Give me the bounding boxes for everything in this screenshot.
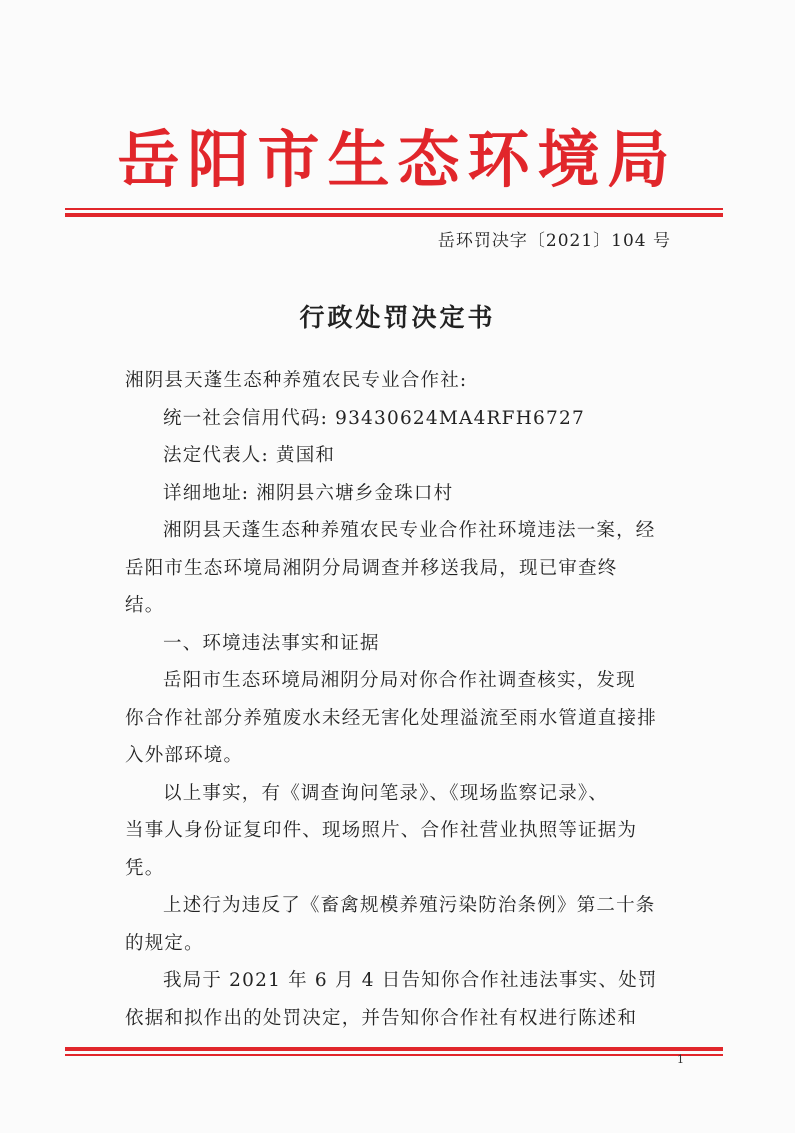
header-rule-thin [65,208,723,210]
footer-rule-thin [65,1054,723,1056]
paragraph-case-intro [125,512,685,625]
paragraph-violation [125,887,685,962]
paragraph-line: 的规定。 [125,932,204,954]
paragraph-line: 当事人身份证复印件、现场照片、合作社营业执照等证据为 [125,820,638,841]
agency-header: 岳阳市生态环境局 [117,123,678,196]
recipient-name: 湘阴县天蓬生态种养殖农民专业合作社: [125,370,468,391]
header-rule-thick [65,213,723,217]
paragraph-line: 结。 [125,595,165,616]
legal-representative: 法定代表人: 黄国和 [163,445,336,466]
page-number: 1 [677,1053,684,1066]
document-title: 行政处罚决定书 [299,303,496,332]
document-body [125,362,685,1037]
footer-rule-thick [65,1047,723,1051]
paragraph-notification [125,962,685,1037]
section-heading: 一、环境违法事实和证据 [163,632,380,654]
paragraph-line: 岳阳市生态环境局湘阴分局调查并移送我局，现已审查终 [125,557,618,579]
paragraph-line: 岳阳市生态环境局湘阴分局对你合作社调查核实，发现 [163,670,636,691]
paragraph-evidence [125,775,685,888]
credit-code: 统一社会信用代码: 93430624MA4RFH6727 [163,407,585,429]
paragraph-line: 我局于 2021 年 6 月 4 日告知你合作社违法事实、处罚 [163,970,658,991]
paragraph-line: 你合作社部分养殖废水未经无害化处理溢流至雨水管道直接排 [125,707,657,729]
paragraph-findings [125,662,685,775]
paragraph-line: 湘阴县天蓬生态种养殖农民专业合作社环境违法一案，经 [163,520,656,541]
paragraph-line: 凭。 [125,857,165,879]
paragraph-line: 以上事实，有《调查询问笔录》、《现场监察记录》、 [163,782,609,804]
section-heading-facts [125,625,685,663]
document-number: 岳环罚决字〔2021〕104 号 [437,231,671,251]
paragraph-line: 依据和拟作出的处罚决定，并告知你合作社有权进行陈述和 [125,1007,638,1029]
paragraph-line: 上述行为违反了《畜禽规模养殖污染防治条例》第二十条 [163,895,656,916]
paragraph-line: 入外部环境。 [125,745,244,766]
detailed-address: 详细地址: 湘阴县六塘乡金珠口村 [163,482,454,504]
